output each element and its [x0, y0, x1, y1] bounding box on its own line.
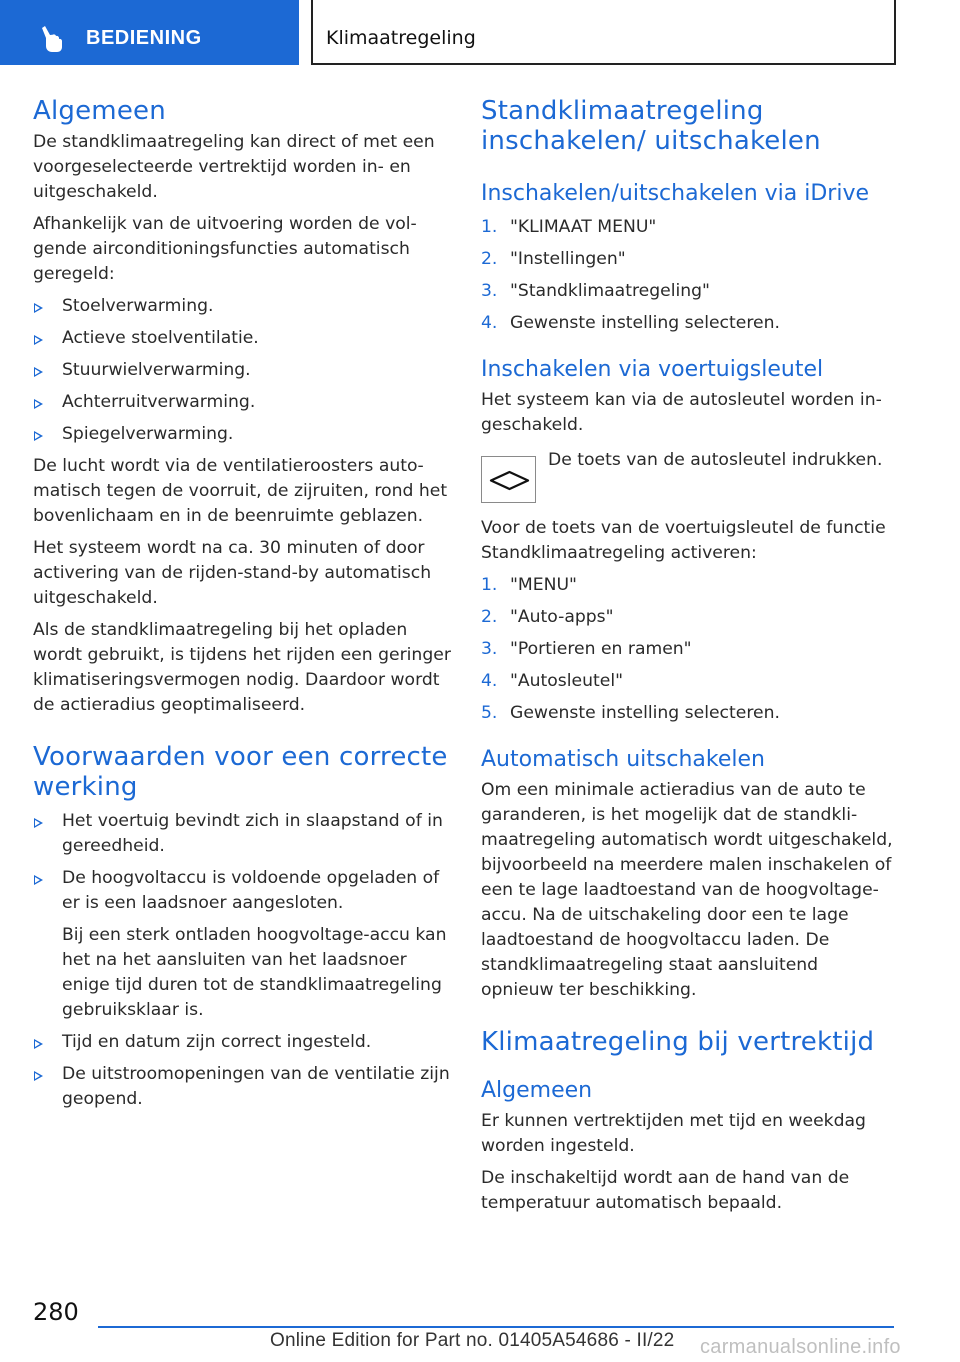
key-steps: [481, 573, 893, 726]
idrive-steps: [481, 215, 893, 336]
footer-divider: [98, 1326, 894, 1328]
list-item: Actieve stoelventilatie.: [33, 326, 451, 351]
heading-idrive: Inschakelen/uitschakelen via iDrive: [481, 181, 870, 206]
heading-voorwaarden: Voorwaarden voor een correcte werking: [33, 742, 448, 802]
bullet-triangle-icon: [34, 399, 43, 409]
list-item: 1. "MENU": [481, 575, 577, 595]
paragraph: Als de standklimaatregeling bij het opladen wordt gebruikt, is tijdens het rijden een geringer klimatiseringsvermogen nodig. Daardoor wordt de actieradius geoptimaliseerd.: [33, 620, 451, 715]
hand-pointer-icon: [33, 24, 65, 56]
bullet-triangle-icon: [34, 818, 43, 828]
bullet-triangle-icon: [34, 335, 43, 345]
list-item: 3. "Standklimaatregeling": [481, 281, 710, 301]
section-title: BEDIENING: [86, 27, 202, 49]
chapter-title: Klimaatregeling: [326, 27, 476, 49]
heading-inschakelen-uitschakelen: Standklimaatregeling inschakelen/ uitschakelen: [481, 96, 821, 156]
paragraph: Om een minimale actieradius van de auto te garanderen, is het mogelijk dat de standklimaatregeling automatisch wordt uitgeschakeld, bijvoorbeeld na meerdere malen inschakelen of een te lage laadtoestand van de hoogvoltage-accu. Na de uitschakeling door een te lage laadtoestand de hoogvoltaccu laden. De standklimaatregeling staat aansluitend opnieuw ter beschikking.: [481, 780, 893, 1000]
function-list: [33, 294, 451, 447]
section-tab: [0, 0, 299, 65]
paragraph: Er kunnen vertrektijden met tijd en weekdag worden ingesteld.: [481, 1111, 866, 1156]
list-item: 5. Gewenste instelling selecteren.: [481, 703, 780, 723]
right-column: [481, 96, 893, 1216]
list-item: Achterruitverwarming.: [33, 390, 451, 415]
list-item: Stuurwielverwarming.: [33, 358, 451, 383]
paragraph: Het systeem kan via de autosleutel worden ingeschakeld.: [481, 390, 882, 435]
bullet-triangle-icon: [34, 875, 43, 885]
key-instruction-text: De toets van de autosleutel indrukken.: [548, 450, 883, 470]
bullet-triangle-icon: [34, 1039, 43, 1049]
list-item-note: Bij een sterk ontladen hoogvoltage-accu kan het na het aansluiten van het laadsnoer enige tijd duren tot de standklimaatregeling gebruiksklaar is.: [62, 925, 447, 1020]
bullet-triangle-icon: [34, 367, 43, 377]
list-item: 3. "Portieren en ramen": [481, 639, 692, 659]
heading-automatisch-uitschakelen: Automatisch uitschakelen: [481, 747, 765, 772]
paragraph: Afhankelijk van de uitvoering worden de volgende airconditioningsfuncties automatisch geregeld:: [33, 214, 417, 284]
heading-voertuigsleutel: Inschakelen via voertuigsleutel: [481, 357, 824, 382]
bullet-triangle-icon: [34, 1071, 43, 1081]
list-item: 4. Gewenste instelling selecteren.: [481, 313, 780, 333]
watermark: carmanualsonline.info: [700, 1336, 901, 1358]
left-column: [33, 96, 451, 1112]
list-item: 4. "Autosleutel": [481, 671, 624, 691]
list-item: Tijd en datum zijn correct ingesteld.: [33, 1030, 451, 1055]
list-item: Het voertuig bevindt zich in slaapstand of in gereedheid.: [33, 809, 451, 859]
list-item: De uitstroomopeningen van de ventilatie zijn geopend.: [33, 1062, 451, 1112]
list-item: 1. "KLIMAAT MENU": [481, 217, 657, 237]
list-item: Stoelverwarming.: [33, 294, 451, 319]
condition-list: [33, 809, 451, 1112]
key-button-diamond-icon: [481, 456, 536, 503]
page-number: 280: [33, 1298, 79, 1326]
list-item: De hoogvoltaccu is voldoende opgeladen of er is een laadsnoer aangesloten. Bij een sterk ontladen hoogvoltage-accu kan het na het aansluiten van het laadsnoer enige tijd duren tot de standklimaatregeling gebruiksklaar is.: [33, 866, 451, 1023]
heading-vertrektijd: Klimaatregeling bij vertrektijd: [481, 1027, 875, 1057]
edition-footer: Online Edition for Part no. 01405A54686 - II/22: [270, 1330, 675, 1351]
key-instruction: [481, 448, 893, 512]
paragraph: De lucht wordt via de ventilatieroosters automatisch tegen de voorruit, de zijruiten, rond het bovenlichaam en in de beenruimte geblazen.: [33, 456, 448, 526]
list-item: 2. "Auto-apps": [481, 607, 614, 627]
bullet-triangle-icon: [34, 431, 43, 441]
paragraph: De standklimaatregeling kan direct of met een voorgeselecteerde vertrektijd worden in- en uitgeschakeld.: [33, 132, 435, 202]
paragraph: Het systeem wordt na ca. 30 minuten of door activering van de rijden-stand-by automatisch uitgeschakeld.: [33, 538, 432, 608]
bullet-triangle-icon: [34, 303, 43, 313]
paragraph: Voor de toets van de voertuigsleutel de functie Standklimaatregeling activeren:: [481, 518, 886, 563]
heading-algemeen: Algemeen: [33, 96, 166, 126]
heading-algemeen-vertrektijd: Algemeen: [481, 1078, 593, 1103]
list-item: Spiegelverwarming.: [33, 422, 451, 447]
paragraph: De inschakeltijd wordt aan de hand van de temperatuur automatisch bepaald.: [481, 1168, 850, 1213]
list-item: 2. "Instellingen": [481, 249, 626, 269]
